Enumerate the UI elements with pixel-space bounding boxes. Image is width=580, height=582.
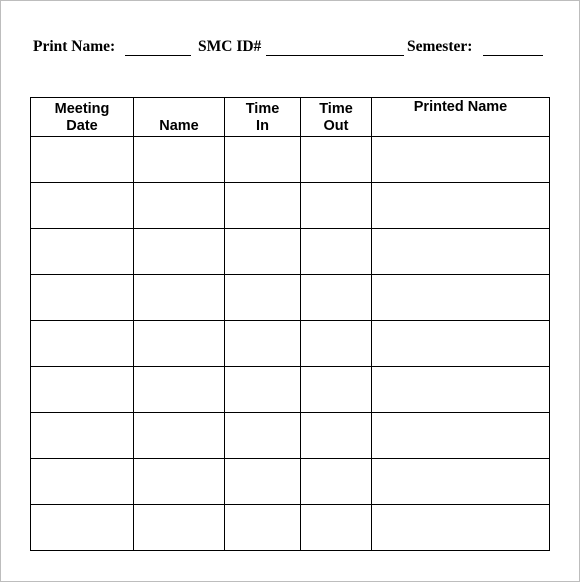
header-time-in xyxy=(225,98,301,137)
header-time-out-line2: Out xyxy=(323,118,349,134)
table-row xyxy=(31,367,550,413)
cell-name[interactable] xyxy=(134,321,225,367)
cell-time-in[interactable] xyxy=(225,505,301,551)
header-meeting-date-line2: Date xyxy=(66,118,98,134)
cell-name[interactable] xyxy=(134,229,225,275)
cell-time-out[interactable] xyxy=(301,459,372,505)
cell-time-out[interactable] xyxy=(301,229,372,275)
cell-meeting-date[interactable] xyxy=(31,413,134,459)
table-body xyxy=(31,137,550,551)
header-name-label: Name xyxy=(159,118,199,134)
smc-id-label: SMC ID# xyxy=(198,38,262,55)
print-name-label: Print Name: xyxy=(33,38,116,55)
cell-printed-name[interactable] xyxy=(372,229,550,275)
semester-field[interactable] xyxy=(483,55,543,56)
sign-in-table xyxy=(30,97,550,551)
cell-meeting-date[interactable] xyxy=(31,321,134,367)
cell-time-in[interactable] xyxy=(225,321,301,367)
smc-id-field[interactable] xyxy=(266,55,404,56)
cell-time-out[interactable] xyxy=(301,275,372,321)
cell-printed-name[interactable] xyxy=(372,505,550,551)
cell-name[interactable] xyxy=(134,275,225,321)
cell-time-in[interactable] xyxy=(225,137,301,183)
cell-time-in[interactable] xyxy=(225,275,301,321)
cell-meeting-date[interactable] xyxy=(31,459,134,505)
header-time-out-line1: Time xyxy=(319,101,353,117)
cell-name[interactable] xyxy=(134,505,225,551)
cell-name[interactable] xyxy=(134,413,225,459)
header-time-in-line2: In xyxy=(256,118,269,134)
cell-meeting-date[interactable] xyxy=(31,505,134,551)
print-name-field[interactable] xyxy=(125,55,191,56)
table-row xyxy=(31,505,550,551)
cell-printed-name[interactable] xyxy=(372,137,550,183)
cell-printed-name[interactable] xyxy=(372,183,550,229)
cell-meeting-date[interactable] xyxy=(31,229,134,275)
cell-time-in[interactable] xyxy=(225,367,301,413)
table-row xyxy=(31,275,550,321)
cell-name[interactable] xyxy=(134,137,225,183)
table-row xyxy=(31,459,550,505)
cell-time-out[interactable] xyxy=(301,183,372,229)
header-meeting-date xyxy=(31,98,134,137)
table-header-row xyxy=(31,98,550,137)
table-row xyxy=(31,229,550,275)
header-time-out xyxy=(301,98,372,137)
cell-name[interactable] xyxy=(134,367,225,413)
cell-time-in[interactable] xyxy=(225,413,301,459)
cell-time-in[interactable] xyxy=(225,183,301,229)
cell-time-out[interactable] xyxy=(301,321,372,367)
cell-time-out[interactable] xyxy=(301,413,372,459)
table-row xyxy=(31,413,550,459)
header-printed-name xyxy=(372,98,550,137)
cell-printed-name[interactable] xyxy=(372,459,550,505)
cell-name[interactable] xyxy=(134,183,225,229)
table-row xyxy=(31,137,550,183)
cell-time-in[interactable] xyxy=(225,229,301,275)
header-meeting-date-line1: Meeting xyxy=(54,101,110,117)
cell-time-out[interactable] xyxy=(301,367,372,413)
header-time-in-line1: Time xyxy=(245,101,280,117)
cell-printed-name[interactable] xyxy=(372,367,550,413)
cell-printed-name[interactable] xyxy=(372,413,550,459)
header-printed-name-label: Printed Name xyxy=(413,99,508,115)
cell-time-out[interactable] xyxy=(301,137,372,183)
cell-time-in[interactable] xyxy=(225,459,301,505)
cell-printed-name[interactable] xyxy=(372,321,550,367)
cell-name[interactable] xyxy=(134,459,225,505)
cell-printed-name[interactable] xyxy=(372,275,550,321)
cell-meeting-date[interactable] xyxy=(31,275,134,321)
cell-meeting-date[interactable] xyxy=(31,137,134,183)
cell-time-out[interactable] xyxy=(301,505,372,551)
header-name xyxy=(134,98,225,137)
cell-meeting-date[interactable] xyxy=(31,183,134,229)
table-row xyxy=(31,321,550,367)
cell-meeting-date[interactable] xyxy=(31,367,134,413)
form-header xyxy=(33,38,548,60)
semester-label: Semester: xyxy=(407,38,473,55)
table-row xyxy=(31,183,550,229)
